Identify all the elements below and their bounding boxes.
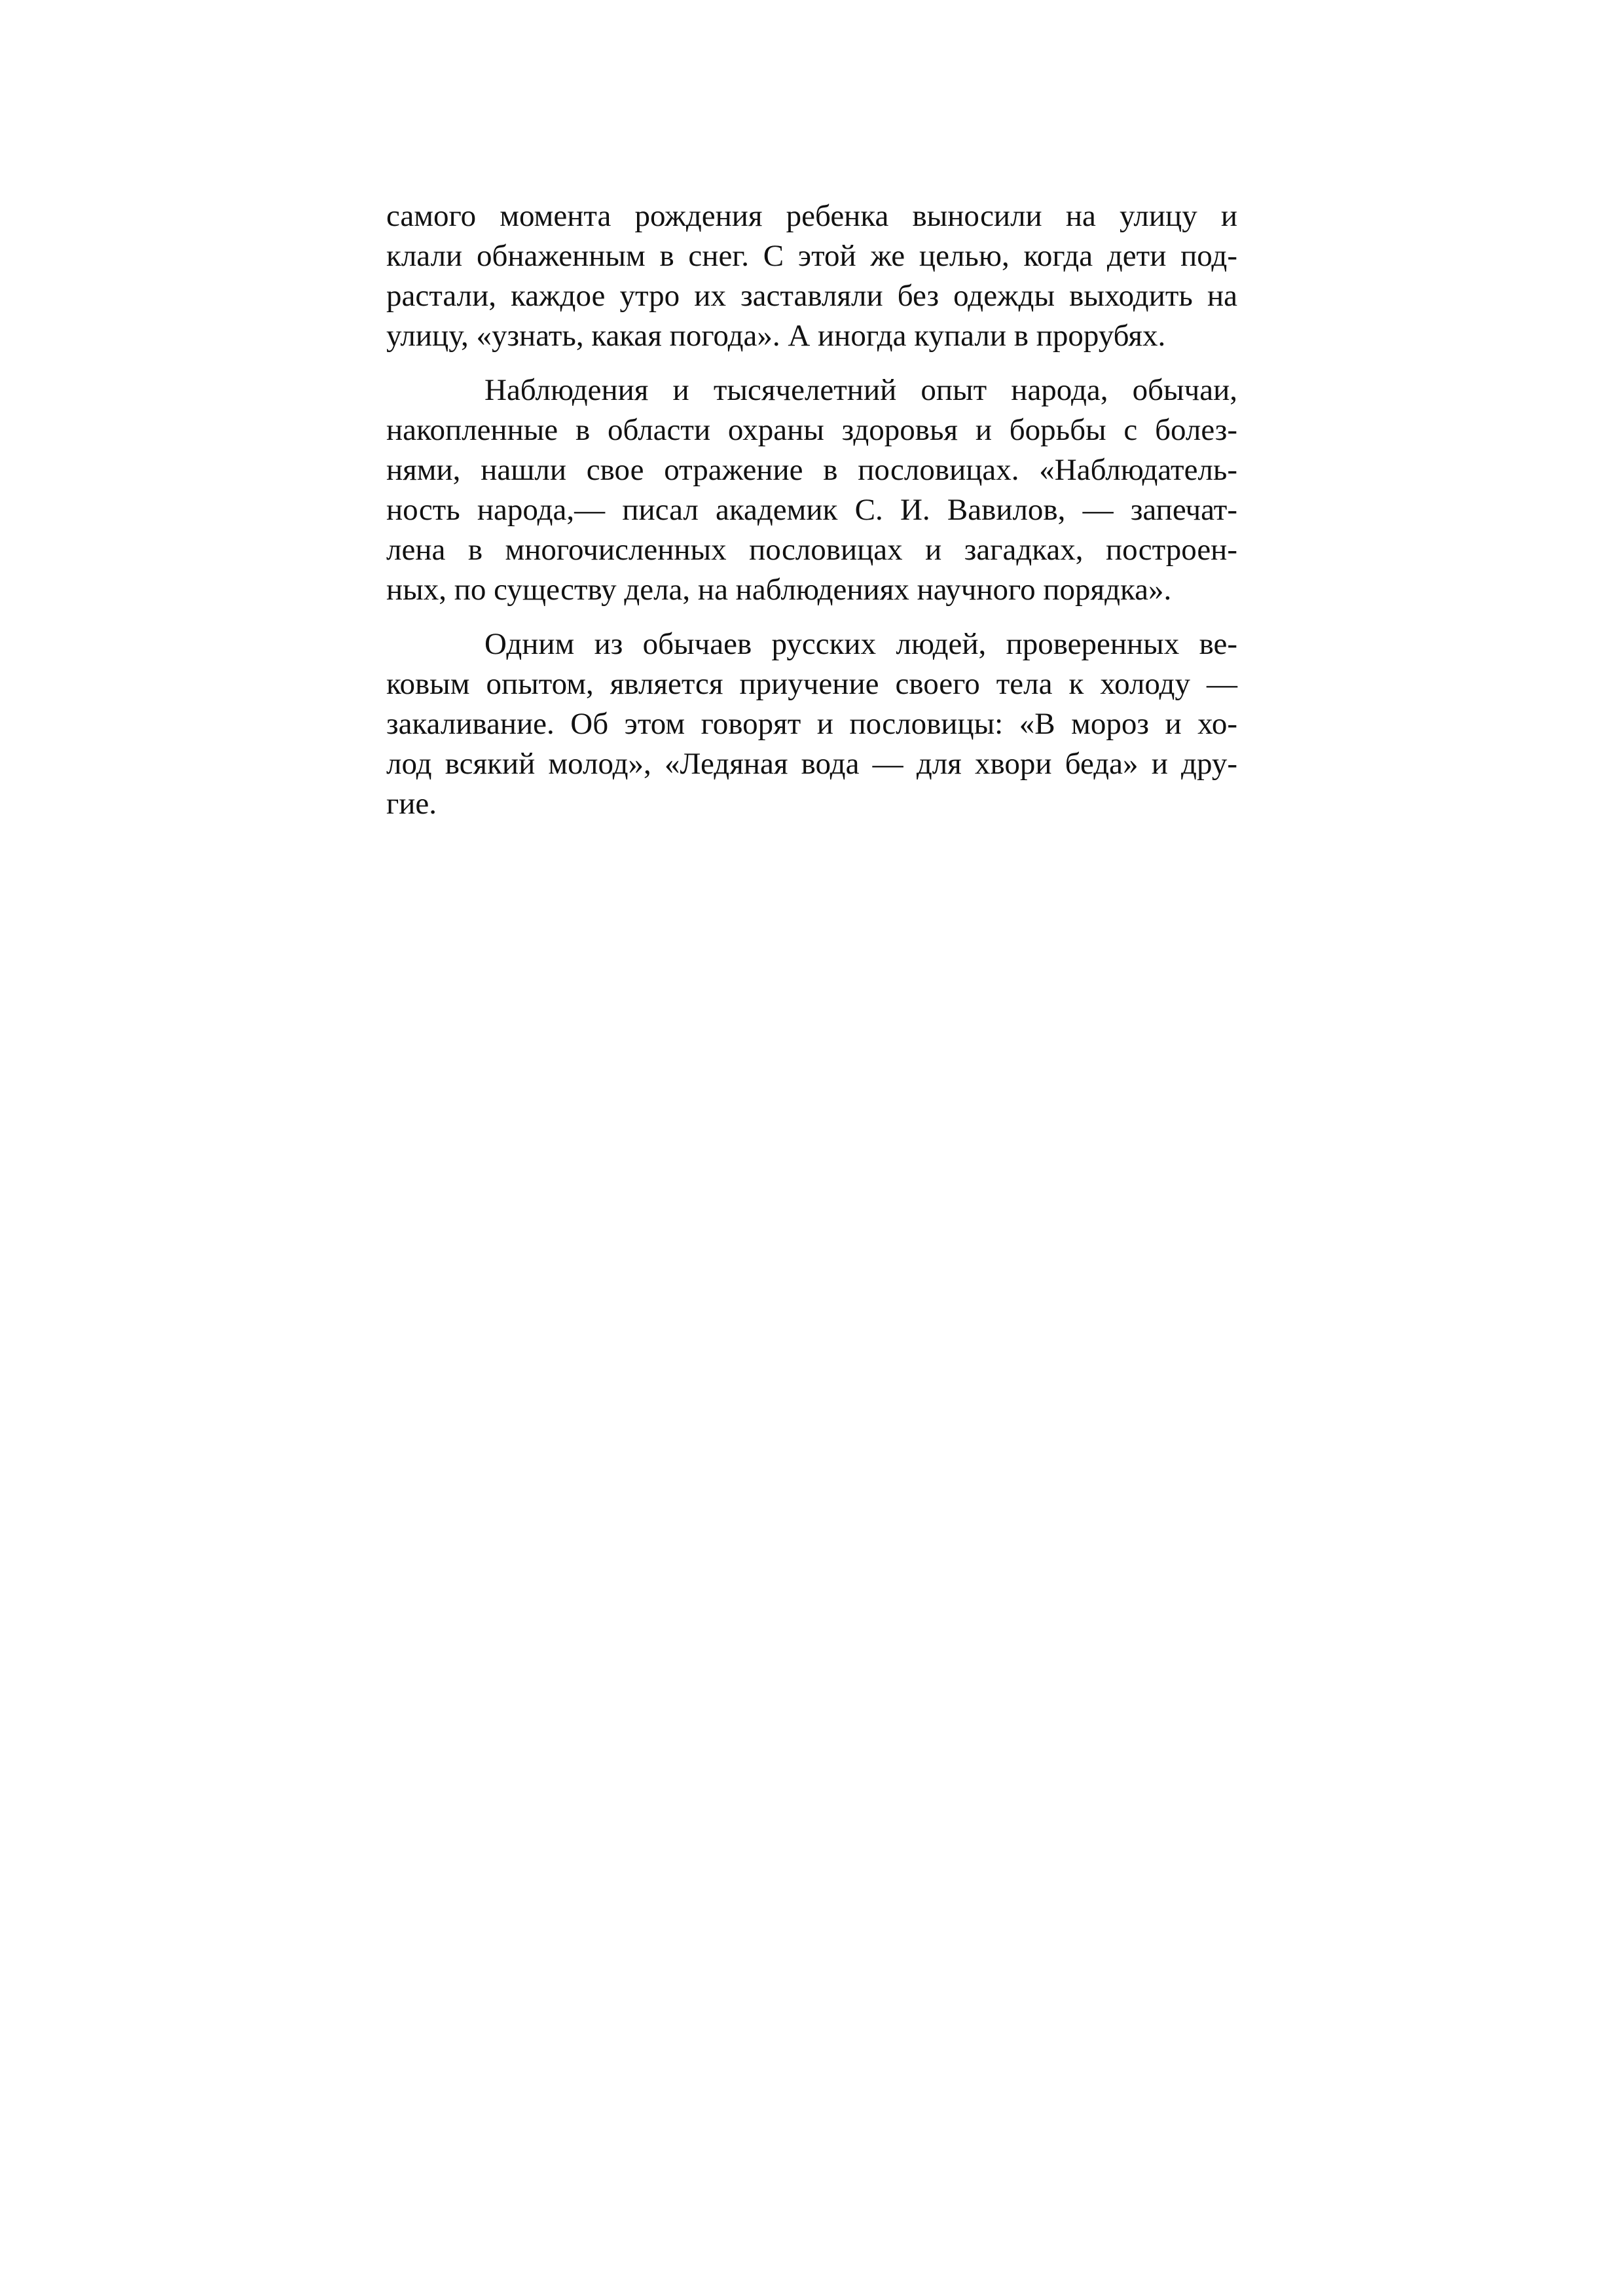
body-text xyxy=(386,196,1237,824)
text-line: лод всякий молод», «Ледяная вода — для хвори беда» и дру- xyxy=(386,747,1237,781)
text-line: улицу, «узнать, какая погода». А иногда купали в прорубях. xyxy=(386,319,1166,353)
text-line: нями, нашли свое отражение в пословицах. «Наблюдатель- xyxy=(386,453,1237,487)
text-line: самого момента рождения ребенка выносили на улицу и xyxy=(386,199,1237,233)
text-line: ность народа,— писал академик С. И. Вавилов, — запечат- xyxy=(386,493,1237,527)
paragraph-3 xyxy=(386,624,1237,824)
text-line: ных, по существу дела, на наблюдениях научного порядка». xyxy=(386,573,1172,607)
text-line: ковым опытом, является приучение своего тела к холоду — xyxy=(386,667,1237,701)
text-line: Наблюдения и тысячелетний опыт народа, обычаи, xyxy=(484,373,1237,407)
paragraph-2 xyxy=(386,370,1237,610)
text-line: гие. xyxy=(386,787,437,821)
text-line: накопленные в области охраны здоровья и борьбы с болез- xyxy=(386,413,1237,447)
text-line: Одним из обычаев русских людей, проверенных ве- xyxy=(484,627,1237,661)
paragraph-1 xyxy=(386,196,1237,356)
text-line: лена в многочисленных пословицах и загадках, построен- xyxy=(386,533,1237,567)
text-line: закаливание. Об этом говорят и пословицы: «В мороз и хо- xyxy=(386,707,1237,741)
text-line: растали, каждое утро их заставляли без одежды выходить на xyxy=(386,279,1237,313)
text-line: клали обнаженным в снег. С этой же целью, когда дети под- xyxy=(386,239,1237,273)
